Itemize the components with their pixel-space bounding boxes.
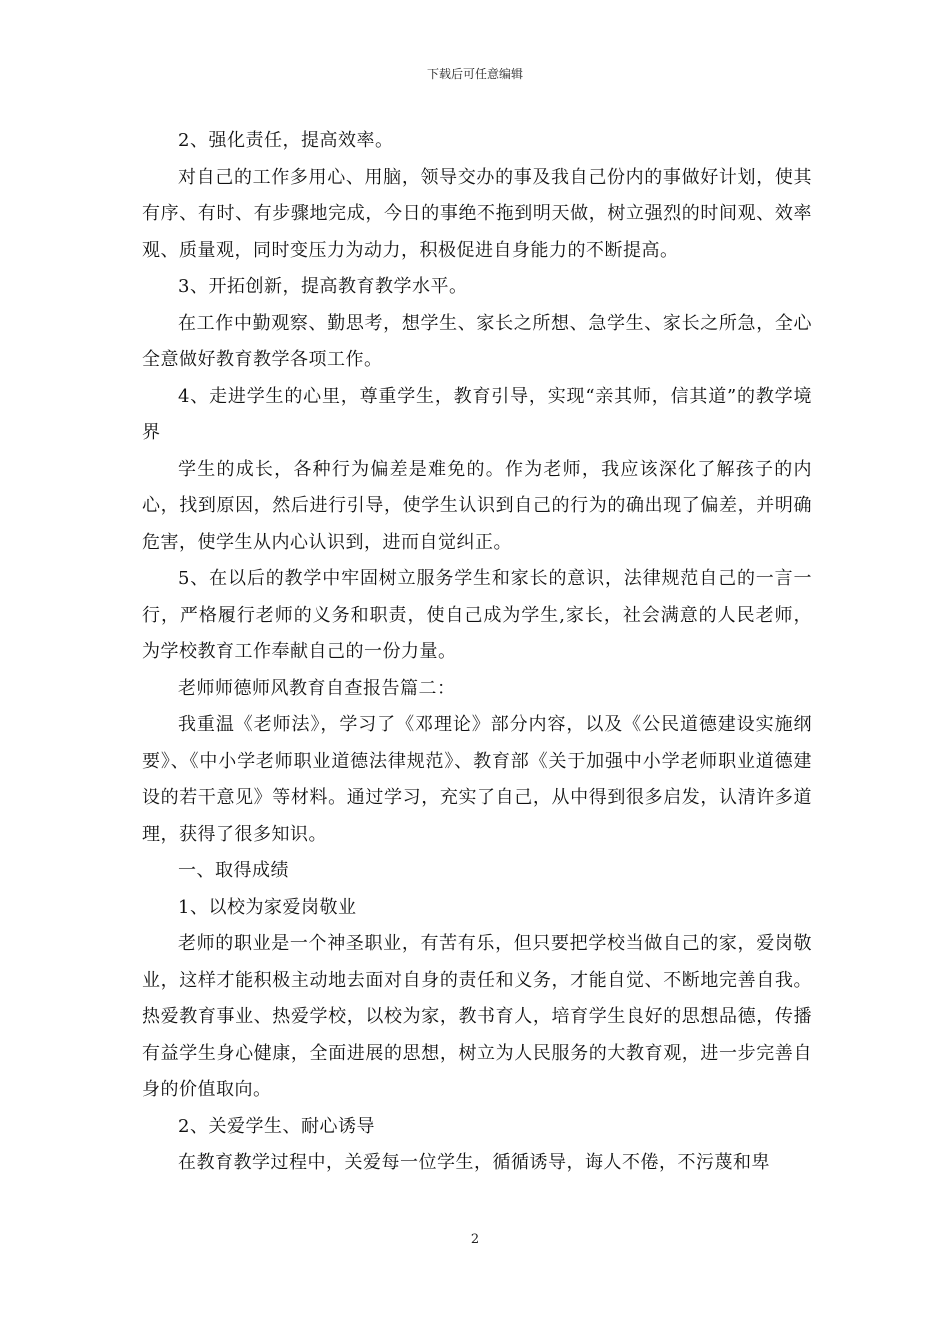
paragraph: 对自己的工作多用心、用脑，领导交办的事及我自己份内的事做好计划，使其有序、有时、有步骤地完成，今日的事绝不拖到明天做，树立强烈的时间观、效率观、质量观，同时变压力为动力，积极促进自身能力的不断提高。 (142, 166, 812, 261)
paragraph: 我重温《老师法》，学习了《邓理论》部分内容，以及《公民道德建设实施纲要》、《中小学老师职业道德法律规范》、教育部《关于加强中小学老师职业道德建设的若干意见》等材料。通过学习，充实了自己，从中得到很多启发，认清许多道理，获得了很多知识。 (142, 714, 812, 845)
page-header: 下载后可任意编辑 (426, 67, 523, 81)
paragraph: 老师的职业是一个神圣职业，有苦有乐，但只要把学校当做自己的家，爱岗敬业，这样才能积极主动地去面对自身的责任和义务，才能自觉、不断地完善自我。热爱教育事业、热爱学校，以校为家，教书育人，培育学生良好的思想品德，传播有益学生身心健康，全面进展的思想，树立为人民服务的大教育观，进一步完善自身的价值取向。 (142, 933, 812, 1100)
section-heading: 一、取得成绩 (178, 860, 289, 881)
page-number: 2 (470, 1232, 480, 1247)
document-body (142, 123, 812, 1182)
paragraph: 4、走进学生的心里，尊重学生，教育引导，实现“亲其师，信其道”的教学境界 (142, 385, 812, 443)
paragraph: 学生的成长，各种行为偏差是难免的。作为老师，我应该深化了解孩子的内心，找到原因，然后进行引导，使学生认识到自己的行为的确出现了偏差，并明确危害，使学生从内心认识到，进而自觉纠正。 (142, 458, 812, 553)
paragraph: 5、在以后的教学中牢固树立服务学生和家长的意识，法律规范自己的一言一行，严格履行老师的义务和职责，使自己成为学生,家长，社会满意的人民老师，为学校教育工作奉献自己的一份力量。 (142, 568, 812, 662)
paragraph: 在工作中勤观察、勤思考，想学生、家长之所想、急学生、家长之所急，全心全意做好教育教学各项工作。 (142, 312, 812, 370)
paragraph: 在教育教学过程中，关爱每一位学生，循循诱导，诲人不倦，不污蔑和卑 (178, 1152, 770, 1173)
paragraph: 2、强化责任，提高效率。 (178, 130, 394, 151)
paragraph: 3、开拓创新，提高教育教学水平。 (178, 276, 468, 297)
subsection-heading: 1、以校为家爱岗敬业 (178, 896, 357, 918)
subsection-heading: 2、关爱学生、耐心诱导 (178, 1115, 375, 1137)
section-heading: 老师师德师风教育自查报告篇二： (178, 677, 456, 699)
